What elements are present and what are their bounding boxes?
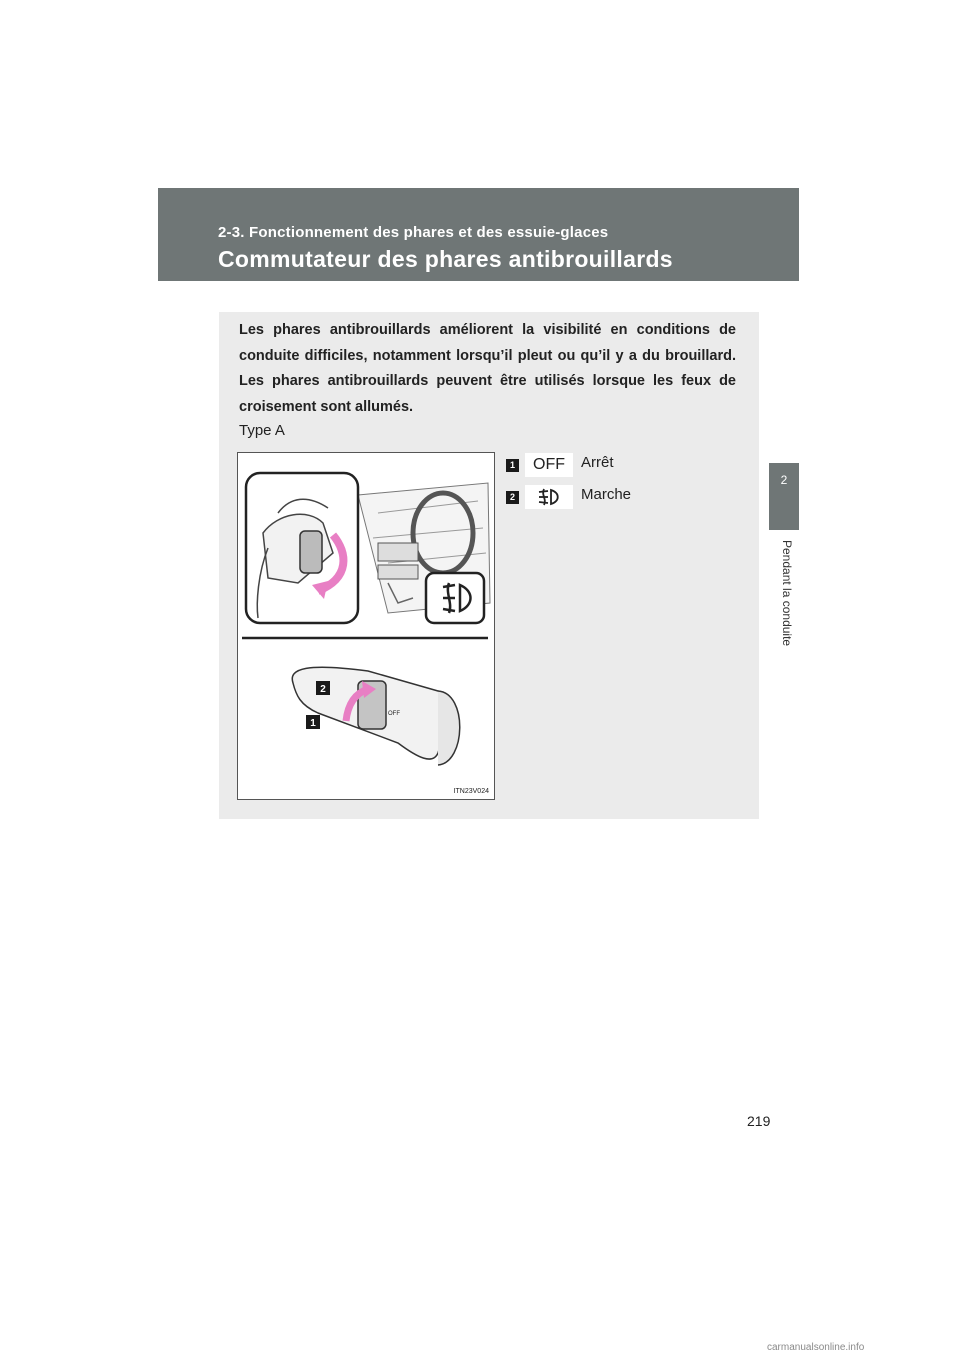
legend-number: 1 — [506, 459, 519, 472]
legend-item-off — [506, 453, 614, 477]
legend-item-on — [506, 485, 631, 509]
type-label: Type A — [239, 422, 285, 439]
callout-2: 2 — [320, 684, 326, 695]
section-label: 2-3. Fonctionnement des phares et des essuie-glaces — [218, 224, 609, 241]
chapter-number: 2 — [780, 473, 788, 487]
intro-paragraph: Les phares antibrouillards améliorent la visibilité en conditions de conduite difficiles, notamment lorsqu’il pleut ou qu’il y a du brouillard. Les phares antibrouillards peuvent être utilisés lorsque les feux de croisement sont allumés. — [239, 322, 736, 415]
legend-label: Marche — [581, 485, 632, 503]
legend-label: Arrêt — [581, 453, 614, 471]
header-band — [158, 188, 799, 281]
page-number: 219 — [747, 1113, 771, 1129]
off-symbol: OFF — [525, 453, 573, 477]
chapter-label: Pendant la conduite — [780, 540, 794, 647]
fog-light-switch-figure — [237, 452, 495, 800]
switch-off-mark: OFF — [388, 711, 400, 717]
page-title: Commutateur des phares antibrouillards — [218, 246, 673, 272]
fog-light-icon — [525, 485, 573, 509]
watermark: carmanualsonline.info — [767, 1342, 865, 1353]
chapter-tab[interactable] — [769, 463, 799, 530]
figure-code: ITN23V024 — [453, 788, 489, 795]
content-box — [219, 312, 759, 819]
legend-number: 2 — [506, 491, 519, 504]
figure-illustration — [238, 453, 494, 799]
callout-1: 1 — [310, 718, 316, 729]
